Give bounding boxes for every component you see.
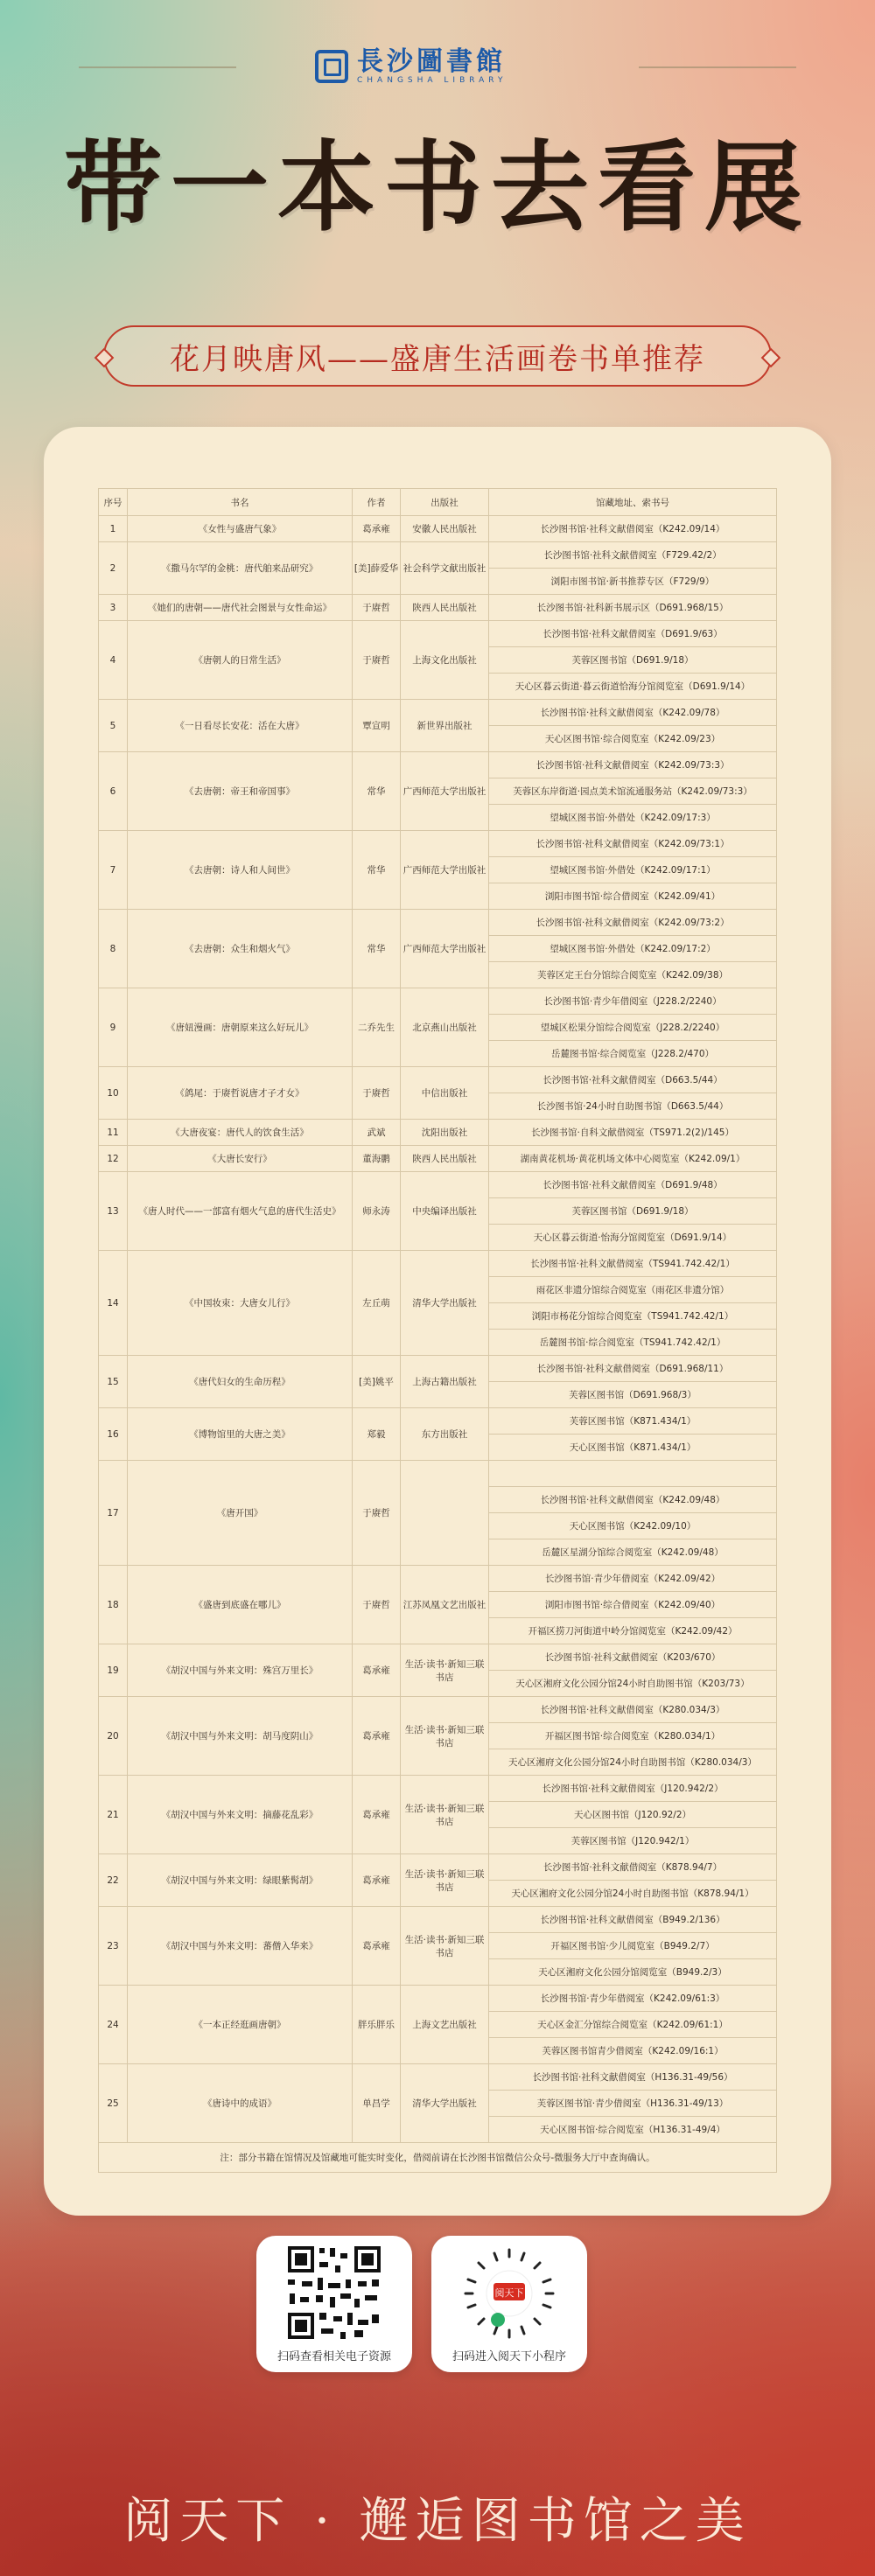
cell-location: 芙蓉区图书馆（J120.942/1） [489,1828,777,1854]
table-row [99,1356,777,1382]
cell-book-title: 《大唐夜宴：唐代人的饮食生活》 [128,1120,353,1146]
cell-location: 天心区暮云街道·怡海分馆阅览室（D691.9/14） [489,1225,777,1251]
booklist-table [98,488,777,2173]
table-row [99,1067,777,1093]
library-logo [315,42,560,91]
cell-location: 望城区松果分馆综合阅览室（J228.2/2240） [489,1015,777,1041]
cell-book-title: 《唐人时代——一部富有烟火气息的唐代生活史》 [128,1172,353,1251]
table-row [99,1697,777,1723]
cell-location: 长沙图书馆·社科文献借阅室（F729.42/2） [489,542,777,569]
cell-author: 葛承雍 [353,1854,401,1907]
library-name-cn: 長沙圖書館 [357,46,506,77]
cell-number: 1 [99,516,128,542]
cell-author: 葛承雍 [353,1907,401,1986]
table-row [99,831,777,857]
table-row [99,1172,777,1198]
cell-author: 董海鹏 [353,1146,401,1172]
qr-code-icon[interactable] [267,2244,402,2342]
cell-author: 于赓哲 [353,1461,401,1566]
cell-location: 长沙图书馆·青少年借阅室（K242.09/61:3） [489,1986,777,2012]
cell-location: 长沙图书馆·社科文献借阅室（K203/670） [489,1644,777,1671]
cell-number: 4 [99,621,128,700]
table-row [99,1146,777,1172]
cell-publisher: 东方出版社 [401,1408,489,1461]
cell-book-title: 《唐朝人的日常生活》 [128,621,353,700]
cell-number: 6 [99,752,128,831]
table-row [99,988,777,1015]
cell-author: 于赓哲 [353,1067,401,1120]
cell-location: 芙蓉区定王台分馆综合阅览室（K242.09/38） [489,962,777,988]
cell-book-title: 《胡汉中国与外来文明：摘藤花乱彩》 [128,1776,353,1854]
cell-book-title: 《胡汉中国与外来文明：殊宫万里长》 [128,1644,353,1697]
cell-location: 浏阳市图书馆·综合借阅室（K242.09/40） [489,1592,777,1618]
cell-location: 雨花区非遗分馆综合阅览室（雨花区非遗分馆） [489,1277,777,1303]
cell-location: 开福区图书馆·少儿阅览室（B949.2/7） [489,1933,777,1959]
cell-location: 浏阳市杨花分馆综合阅览室（TS941.742.42/1） [489,1303,777,1330]
cell-location: 长沙图书馆·社科文献借阅室（D691.968/11） [489,1356,777,1382]
cell-number: 20 [99,1697,128,1776]
cell-author: 覃宣明 [353,700,401,752]
cell-location: 长沙图书馆·青少年借阅室（K242.09/42） [489,1566,777,1592]
cell-number: 11 [99,1120,128,1146]
footer-slogan: 阅天下 · 邂逅图书馆之美 [123,2493,752,2550]
cell-publisher: 北京燕山出版社 [401,988,489,1067]
cell-location: 天心区金汇分馆综合阅览室（K242.09/61:1） [489,2012,777,2038]
cell-book-title: 《唐代妇女的生命历程》 [128,1356,353,1408]
table-row [99,1251,777,1277]
table-row [99,1776,777,1802]
cell-book-title: 《唐开国》 [128,1461,353,1566]
cell-location: 长沙图书馆·社科文献借阅室（K242.09/48） [489,1487,777,1513]
cell-location: 芙蓉区图书馆（D691.9/18） [489,647,777,674]
cell-location: 长沙图书馆·社科新书展示区（D691.968/15） [489,595,777,621]
cell-location: 芙蓉区东岸街道·园点美术馆流通服务站（K242.09/73:3） [489,778,777,805]
header-line-left [79,66,236,68]
qr-label-resources: 扫码查看相关电子资源 [276,2350,391,2363]
cell-location: 长沙图书馆·社科文献借阅室（K242.09/73:2） [489,910,777,936]
cell-book-title: 《大唐长安行》 [128,1146,353,1172]
cell-publisher: 广西师范大学出版社 [401,831,489,910]
cell-location: 岳麓图书馆·综合阅览室（TS941.742.42/1） [489,1330,777,1356]
cell-location: 长沙图书馆·社科文献借阅室（D691.9/48） [489,1172,777,1198]
cell-location: 岳麓图书馆·综合阅览室（J228.2/470） [489,1041,777,1067]
cell-author: 二乔先生 [353,988,401,1067]
cell-location: 长沙图书馆·社科文献借阅室（D663.5/44） [489,1067,777,1093]
cell-book-title: 《她们的唐朝——唐代社会图景与女性命运》 [128,595,353,621]
cell-author: 于赓哲 [353,1566,401,1644]
cell-author: 师永涛 [353,1172,401,1251]
cell-author: 葛承雍 [353,516,401,542]
table-row [99,1644,777,1671]
cell-publisher: 清华大学出版社 [401,1251,489,1356]
table-row [99,1907,777,1933]
cell-author: 葛承雍 [353,1644,401,1697]
table-row [99,542,777,569]
cell-publisher: 广西师范大学出版社 [401,910,489,988]
cell-number: 15 [99,1356,128,1408]
cell-number: 18 [99,1566,128,1644]
table-note: 注：部分书籍在馆情况及馆藏地可能实时变化，借阅前请在长沙图书馆微信公众号-微服务大厅中查询确认。 [99,2143,777,2173]
cell-location: 长沙图书馆·社科文献借阅室（B949.2/136） [489,1907,777,1933]
cell-location: 长沙图书馆·社科文献借阅室（J120.942/2） [489,1776,777,1802]
table-row [99,1408,777,1435]
subtitle-banner: 花月映唐风——盛唐生活画卷书单推荐 [103,325,772,387]
library-logo-icon [315,50,348,83]
cell-publisher: 生活·读书·新知三联书店 [401,1854,489,1907]
table-row [99,752,777,778]
cell-book-title: 《女性与盛唐气象》 [128,516,353,542]
table-row [99,595,777,621]
cell-publisher: 安徽人民出版社 [401,516,489,542]
table-row [99,621,777,647]
table-body [99,516,777,2143]
cell-location: 开福区图书馆·综合阅览室（K280.034/1） [489,1723,777,1749]
cell-publisher: 上海文化出版社 [401,621,489,700]
mini-program-code-icon[interactable] [442,2244,577,2342]
cell-location: 芙蓉区图书馆（D691.9/18） [489,1198,777,1225]
cell-number: 22 [99,1854,128,1907]
qr-card-resources[interactable] [256,2236,412,2372]
cell-publisher: 社会科学文献出版社 [401,542,489,595]
booklist-panel [44,427,831,2216]
table-row [99,1566,777,1592]
cell-publisher: 生活·读书·新知三联书店 [401,1907,489,1986]
table-row [99,1461,777,1487]
cell-number: 19 [99,1644,128,1697]
cell-author: [美]薛爱华 [353,542,401,595]
cell-number: 12 [99,1146,128,1172]
cell-location: 天心区湘府文化公园分馆24小时自助图书馆（K280.034/3） [489,1749,777,1776]
header-publisher: 出版社 [401,489,489,516]
table-row [99,1986,777,2012]
header-line-right [639,66,796,68]
cell-location: 天心区图书馆（K871.434/1） [489,1435,777,1461]
cell-author: 单昌学 [353,2064,401,2143]
cell-number: 21 [99,1776,128,1854]
cell-location: 天心区湘府文化公园分馆阅览室（B949.2/3） [489,1959,777,1986]
cell-location: 长沙图书馆·自科文献借阅室（TS971.2(2)/145） [489,1120,777,1146]
cell-publisher: 沈阳出版社 [401,1120,489,1146]
table-row [99,700,777,726]
cell-location: 长沙图书馆·社科文献借阅室（K242.09/78） [489,700,777,726]
cell-author: 常华 [353,831,401,910]
cell-location: 长沙图书馆·社科文献借阅室（K242.09/73:3） [489,752,777,778]
header-title: 书名 [128,489,353,516]
cell-publisher: 江苏凤凰文艺出版社 [401,1566,489,1644]
header-author: 作者 [353,489,401,516]
cell-number: 8 [99,910,128,988]
cell-author: 葛承雍 [353,1776,401,1854]
cell-author: 郑毅 [353,1408,401,1461]
cell-book-title: 《去唐朝：众生和烟火气》 [128,910,353,988]
cell-number: 25 [99,2064,128,2143]
cell-book-title: 《撒马尔罕的金桃：唐代舶来品研究》 [128,542,353,595]
cell-number: 23 [99,1907,128,1986]
cell-location: 岳麓区星湖分馆综合阅览室（K242.09/48） [489,1539,777,1566]
library-name-en: CHANGSHA LIBRARY [357,76,508,85]
cell-location: 天心区暮云街道·暮云街道恰海分馆阅览室（D691.9/14） [489,674,777,700]
cell-location: 芙蓉区图书馆（K871.434/1） [489,1408,777,1435]
cell-location: 天心区湘府文化公园分馆24小时自助图书馆（K878.94/1） [489,1881,777,1907]
cell-location: 望城区图书馆·外借处（K242.09/17:1） [489,857,777,883]
cell-number: 2 [99,542,128,595]
cell-book-title: 《盛唐到底盛在哪儿》 [128,1566,353,1644]
qr-label-miniprogram: 扫码进入阅天下小程序 [452,2350,566,2363]
cell-book-title: 《胡汉中国与外来文明：胡马度阴山》 [128,1697,353,1776]
cell-publisher: 广西师范大学出版社 [401,752,489,831]
table-header-row [99,489,777,516]
table-row [99,2064,777,2091]
cell-book-title: 《一日看尽长安花：活在大唐》 [128,700,353,752]
cell-location: 芙蓉区图书馆（D691.968/3） [489,1382,777,1408]
cell-location: 长沙图书馆·社科文献借阅室（H136.31-49/56） [489,2064,777,2091]
cell-number: 5 [99,700,128,752]
cell-location: 望城区图书馆·外借处（K242.09/17:2） [489,936,777,962]
cell-author: 于赓哲 [353,621,401,700]
cell-publisher [401,1461,489,1566]
cell-location: 天心区图书馆·综合阅览室（K242.09/23） [489,726,777,752]
mini-program-brand: 阅天下 [494,2287,524,2299]
cell-location: 湖南黄花机场·黄花机场文体中心阅览室（K242.09/1） [489,1146,777,1172]
cell-location: 芙蓉区图书馆青少借阅室（K242.09/16:1） [489,2038,777,2064]
table-row [99,910,777,936]
qr-card-miniprogram[interactable] [431,2236,587,2372]
cell-author: 于赓哲 [353,595,401,621]
cell-author: 常华 [353,752,401,831]
cell-number: 10 [99,1067,128,1120]
cell-book-title: 《去唐朝：诗人和人间世》 [128,831,353,910]
cell-location: 浏阳市图书馆·新书推荐专区（F729/9） [489,569,777,595]
cell-publisher: 中央编译出版社 [401,1172,489,1251]
cell-location: 浏阳市图书馆·综合借阅室（K242.09/41） [489,883,777,910]
cell-publisher: 生活·读书·新知三联书店 [401,1697,489,1776]
cell-location: 望城区图书馆·外借处（K242.09/17:3） [489,805,777,831]
cell-number: 14 [99,1251,128,1356]
cell-number: 7 [99,831,128,910]
cell-location: 天心区图书馆·综合阅览室（H136.31-49/4） [489,2117,777,2143]
cell-publisher: 生活·读书·新知三联书店 [401,1644,489,1697]
cell-book-title: 《去唐朝：帝王和帝国事》 [128,752,353,831]
header-no: 序号 [99,489,128,516]
cell-book-title: 《唐诗中的成语》 [128,2064,353,2143]
cell-publisher: 生活·读书·新知三联书店 [401,1776,489,1854]
cell-location: 长沙图书馆·社科文献借阅室（K280.034/3） [489,1697,777,1723]
cell-number: 9 [99,988,128,1067]
cell-book-title: 《博物馆里的大唐之美》 [128,1408,353,1461]
cell-book-title: 《胡汉中国与外来文明：蕃僧入华来》 [128,1907,353,1986]
cell-book-title: 《唐妞漫画：唐朝原来这么好玩儿》 [128,988,353,1067]
cell-location: 长沙图书馆·社科文献借阅室（K242.09/14） [489,516,777,542]
cell-publisher: 新世界出版社 [401,700,489,752]
cell-publisher: 陕西人民出版社 [401,1146,489,1172]
cell-number: 24 [99,1986,128,2064]
cell-author: 葛承雍 [353,1697,401,1776]
cell-location: 长沙图书馆·社科文献借阅室（K242.09/73:1） [489,831,777,857]
cell-location [489,1461,777,1487]
cell-location: 天心区图书馆（K242.09/10） [489,1513,777,1539]
cell-author: 常华 [353,910,401,988]
cell-location: 长沙图书馆·社科文献借阅室（D691.9/63） [489,621,777,647]
cell-author: 左丘萌 [353,1251,401,1356]
main-title: 带一本书去看展 [64,130,811,245]
cell-publisher: 中信出版社 [401,1067,489,1120]
cell-location: 长沙图书馆·社科文献借阅室（TS941.742.42/1） [489,1251,777,1277]
cell-publisher: 陕西人民出版社 [401,595,489,621]
cell-number: 3 [99,595,128,621]
cell-book-title: 《一本正经逛画唐朝》 [128,1986,353,2064]
cell-author: 武斌 [353,1120,401,1146]
cell-location: 开福区捞刀河街道中岭分馆阅览室（K242.09/42） [489,1618,777,1644]
cell-author: 胖乐胖乐 [353,1986,401,2064]
cell-location: 天心区湘府文化公园分馆24小时自助图书馆（K203/73） [489,1671,777,1697]
cell-number: 17 [99,1461,128,1566]
cell-publisher: 上海古籍出版社 [401,1356,489,1408]
table-row [99,516,777,542]
cell-author: [美]姚平 [353,1356,401,1408]
cell-publisher: 上海文艺出版社 [401,1986,489,2064]
cell-location: 长沙图书馆·社科文献借阅室（K878.94/7） [489,1854,777,1881]
table-row [99,1120,777,1146]
cell-location: 天心区图书馆（J120.92/2） [489,1802,777,1828]
cell-publisher: 清华大学出版社 [401,2064,489,2143]
cell-number: 13 [99,1172,128,1251]
header-location: 馆藏地址、索书号 [489,489,777,516]
cell-number: 16 [99,1408,128,1461]
cell-book-title: 《胡汉中国与外来文明：绿眼紫髯胡》 [128,1854,353,1907]
cell-location: 长沙图书馆·青少年借阅室（J228.2/2240） [489,988,777,1015]
cell-book-title: 《鸽尾：于赓哲说唐才子才女》 [128,1067,353,1120]
cell-location: 芙蓉区图书馆·青少借阅室（H136.31-49/13） [489,2091,777,2117]
cell-location: 长沙图书馆·24小时自助图书馆（D663.5/44） [489,1093,777,1120]
cell-book-title: 《中国妆束：大唐女儿行》 [128,1251,353,1356]
table-row [99,1854,777,1881]
